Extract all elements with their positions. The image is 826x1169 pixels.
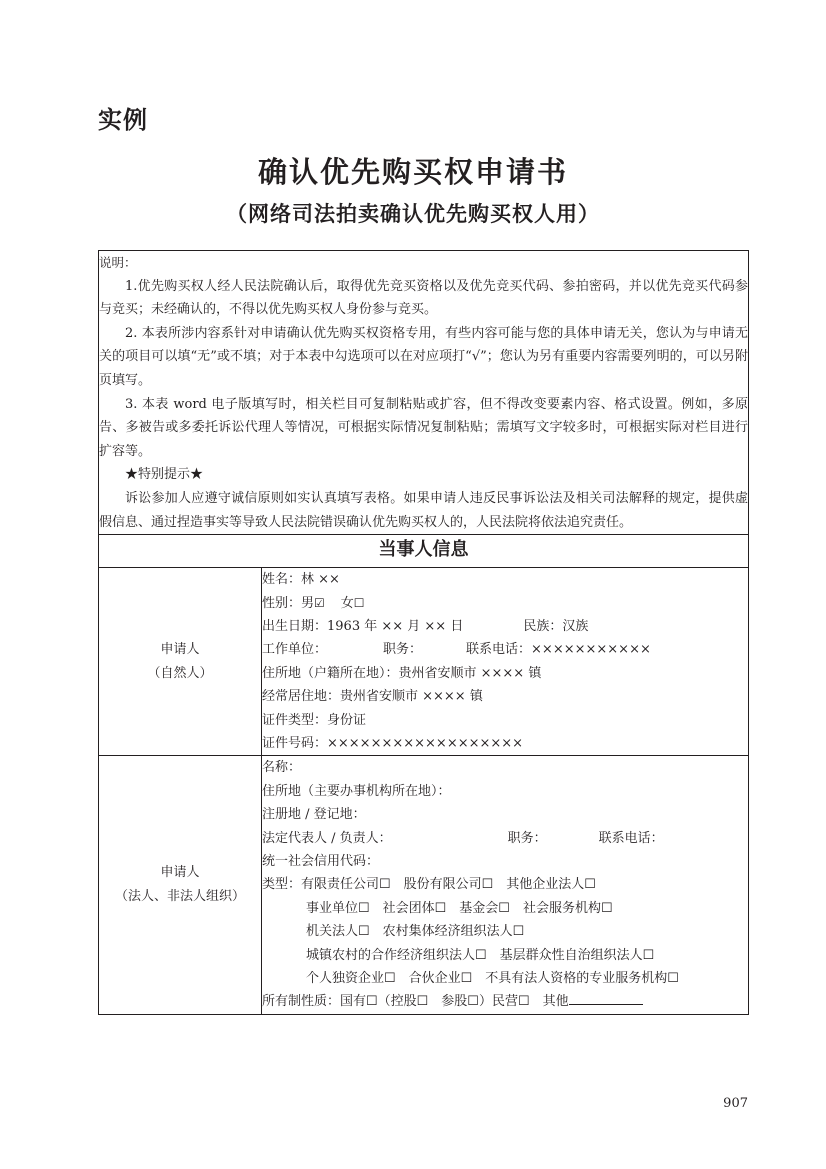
id-type-field[interactable]: 证件类型：身份证 xyxy=(262,712,367,728)
natural-person-row xyxy=(99,568,749,756)
special-tip: ★特别提示★ xyxy=(125,467,204,483)
ownership-line xyxy=(262,990,748,1013)
id-number-field[interactable]: 证件号码：×××××××××××××××××× xyxy=(262,735,524,751)
work-line xyxy=(262,638,748,661)
note-4: 诉讼参加人应遵守诚信原则如实认真填写表格。如果申请人违反民事诉讼法及相关司法解释的规定，提供虚假信息、通过捏造事实等导致人民法院错误确认优先购买权人的，人民法院将依法追究责任。 xyxy=(99,490,748,530)
natural-person-label-line1: 申请人 xyxy=(160,641,200,657)
party-section-row xyxy=(99,535,749,568)
other-ownership-blank[interactable] xyxy=(569,990,643,1005)
work-unit-field[interactable]: 工作单位： xyxy=(262,642,328,658)
natural-person-fields xyxy=(262,568,749,756)
notes-row xyxy=(99,251,749,535)
org-phone-field[interactable]: 联系电话： xyxy=(598,830,664,846)
gender-field xyxy=(262,592,748,615)
page-number: 907 xyxy=(723,1096,748,1111)
legal-person-label xyxy=(99,756,262,1014)
org-type-line-2[interactable]: 事业单位☐ 社会团体☐ 基金会☐ 社会服务机构☐ xyxy=(306,900,613,916)
org-registration-field[interactable]: 注册地 / 登记地： xyxy=(262,807,366,823)
habitual-residence-field[interactable]: 经常居住地：贵州省安顺市 ×××× 镇 xyxy=(262,689,483,705)
ethnicity-field[interactable]: 民族：汉族 xyxy=(523,618,589,634)
phone-field[interactable]: 联系电话：××××××××××× xyxy=(466,642,651,658)
org-name-field[interactable]: 名称： xyxy=(262,760,302,776)
birth-date-field[interactable]: 出生日期：1963 年 ×× 月 ×× 日 xyxy=(262,618,464,634)
org-type-line-3[interactable]: 机关法人☐ 农村集体经济组织法人☐ xyxy=(306,924,525,940)
section-label: 实例 xyxy=(98,105,148,134)
natural-person-label xyxy=(99,568,262,756)
org-type-line-5[interactable]: 个人独资企业☐ 合伙企业☐ 不具有法人资格的专业服务机构☐ xyxy=(306,971,679,987)
application-form-table xyxy=(98,250,749,1015)
org-position-field[interactable]: 职务： xyxy=(507,830,547,846)
legal-person-label-line2: （法人、非法人组织） xyxy=(114,889,245,905)
note-1: 1.优先购买权人经人民法院确认后，取得优先竞买资格以及优先竞买代码、参拍密码，并以优先竞买代码参与竞买；未经确认的，不得以优先购买权人身份参与竞买。 xyxy=(99,278,748,318)
legal-person-row xyxy=(99,756,749,1014)
org-type-line-4[interactable]: 城镇农村的合作经济组织法人☐ 基层群众性自治组织法人☐ xyxy=(306,947,655,963)
document-title: 确认优先购买权申请书 xyxy=(257,155,568,189)
party-section-title: 当事人信息 xyxy=(99,535,749,568)
legal-person-fields xyxy=(262,756,749,1014)
natural-person-label-line2: （自然人） xyxy=(147,665,213,681)
note-3: 3. 本表 word 电子版填写时，相关栏目可复制粘贴或扩容，但不得改变要素内容、格式设置。例如，多原告、多被告或多委托诉讼代理人等情况，可根据实际情况复制粘贴；需填写文字较多时，可根据实际对栏目进行扩容等。 xyxy=(99,396,748,459)
org-type-line-1[interactable]: 类型：有限责任公司☐ 股份有限公司☐ 其他企业法人☐ xyxy=(262,877,596,893)
female-checkbox[interactable]: ☐ xyxy=(353,595,365,610)
org-domicile-field[interactable]: 住所地（主要办事机构所在地）： xyxy=(262,783,451,799)
legal-person-label-line1: 申请人 xyxy=(160,865,200,881)
notes-box xyxy=(99,251,749,535)
credit-code-field[interactable]: 统一社会信用代码： xyxy=(262,854,380,869)
note-2: 2. 本表所涉内容系针对申请确认优先购买权资格专用，有些内容可能与您的具体申请无关，您认为与申请无关的项目可以填“无”或不填；对于本表中勾选项可以在对应项打“√”；您认为另有重要内容需要列明的，可以另附页填写。 xyxy=(99,325,748,388)
org-rep-line xyxy=(262,827,748,850)
notes-heading: 说明： xyxy=(99,255,137,270)
ownership-field[interactable]: 所有制性质：国有☐（控股☐ 参股☐）民营☐ 其他 xyxy=(262,994,569,1010)
female-label: 女 xyxy=(340,595,354,611)
gender-label: 性别：男 xyxy=(262,595,315,611)
position-field[interactable]: 职务： xyxy=(383,642,423,658)
note-1-text: 优先购买权人经人民法院确认后，取得优先竞买资格以及优先竞买代码、参拍密码，并以优先竞买代码参与竞买；未经确认的，不得以优先购买权人身份参与竞买。 xyxy=(99,278,748,318)
document-subtitle: （网络司法拍卖确认优先购买权人用） xyxy=(226,201,600,226)
male-checkbox[interactable]: ☑ xyxy=(314,595,325,610)
residence-field[interactable]: 住所地（户籍所在地）：贵州省安顺市 ×××× 镇 xyxy=(262,665,542,681)
name-field[interactable]: 姓名：林 ×× xyxy=(262,572,340,588)
legal-rep-field[interactable]: 法定代表人 / 负责人： xyxy=(262,830,392,846)
birth-ethnicity-line xyxy=(262,615,748,638)
